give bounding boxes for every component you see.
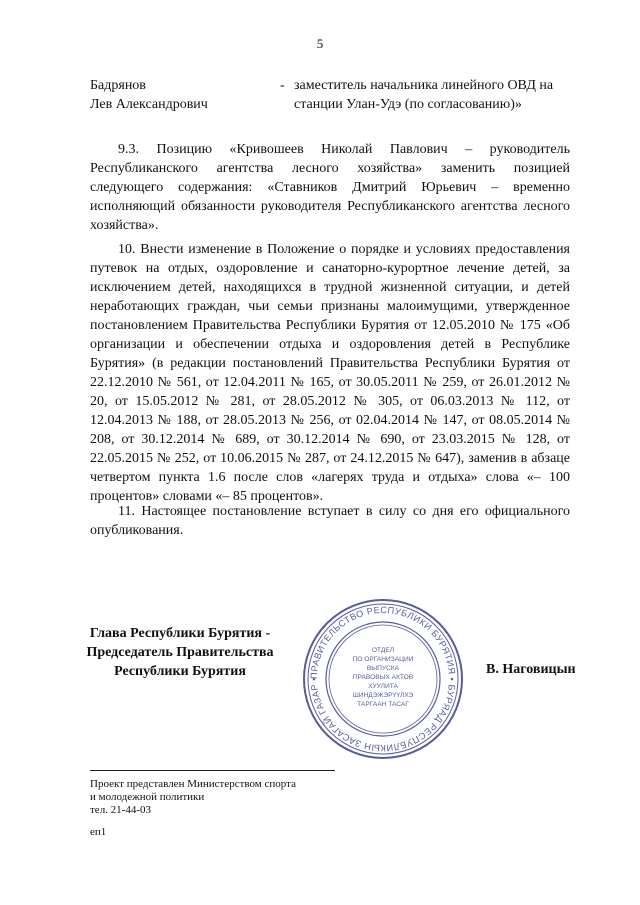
signatory-title-line1: Глава Республики Бурятия - bbox=[89, 626, 271, 641]
signatory-title-line3: Республики Бурятия bbox=[114, 664, 246, 679]
signatory-title bbox=[80, 624, 280, 681]
member-role-line1: заместитель начальника линейного ОВД на bbox=[294, 78, 554, 93]
signatory-title-line2: Председатель Правительства bbox=[86, 645, 274, 660]
footnote-divider bbox=[90, 770, 335, 771]
signatory-name: В. Наговицын bbox=[486, 662, 576, 677]
member-role-line2: станции Улан-Удэ (по согласованию)» bbox=[294, 97, 522, 112]
footnote-line1: Проект представлен Министерством спорта bbox=[90, 778, 296, 790]
paragraph-11: 11. Настоящее постановление вступает в силу со дня его официального опубликования. bbox=[90, 504, 570, 538]
member-name bbox=[90, 76, 280, 114]
stamp-center-line: ПРАВОВЫХ АКТОВ bbox=[352, 674, 414, 681]
stamp-center-text bbox=[353, 647, 414, 708]
stamp-center-line: ХУУЛИТА bbox=[368, 683, 398, 690]
member-surname: Бадрянов bbox=[90, 78, 146, 93]
member-given-names: Лев Александрович bbox=[90, 97, 208, 112]
member-dash: - bbox=[280, 78, 285, 93]
stamp-center-line: ТАРГААН ТАСАГ bbox=[357, 701, 409, 708]
stamp-center-line: ПО ОРГАНИЗАЦИИ bbox=[352, 656, 414, 663]
page-number: 5 bbox=[316, 36, 324, 51]
paragraph-10: 10. Внести изменение в Положение о порядке и условиях предоставления путевок на отдых, оздоровление и санаторно-курортное лечение детей, за исключением детей, находящихся в трудной жизненной ситуации, и детей неработающих граждан, чьи семьи признаны малоимущими, утвержденное постановлением Правительства Республики Бурятия от 12.05.2010 № 175 «Об организации и обеспечении отдыха и оздоровления детей в Республике Бурятия» (в редакции постановлений Правительства Республики Бурятия от 22.12.2010 № 561, от 12.04.2011 № 165, от 30.05.2011 № 259, от 26.01.2012 № 20, от 15.05.2012 № 281, от 28.05.2012 № 305, от 06.03.2013 № 112, от 12.04.2013 № 188, от 28.05.2013 № 256, от 02.04.2014 № 147, от 08.05.2014 № 208, от 30.12.2014 № 689, от 30.12.2014 № 690, от 23.03.2015 № 128, от 22.05.2015 № 252, от 10.06.2015 № 287, от 24.12.2015 № 647), заменив в абзаце четвертом пункта 1.6 после слов «лагерях труда и отдыха» слова «– 100 процентов» словами «– 85 процентов». bbox=[90, 242, 570, 504]
stamp-center-line: ВЫПУСКА bbox=[366, 665, 400, 672]
footnote bbox=[90, 778, 296, 817]
footnote-line2: и молодежной политики bbox=[90, 791, 205, 803]
stamp-center-line: ШИНДЭЖЭРҮҮЛХЭ bbox=[352, 692, 414, 699]
document-code: еп1 bbox=[90, 826, 107, 838]
paragraph-9-3: 9.3. Позицию «Кривошеев Николай Павлович – руководитель Республиканского агентства лесного хозяйства» заменить позицией следующего содержания: «Ставников Дмитрий Юрьевич – временно исполняющий обязанности руководителя Республиканского агентства лесного хозяйства». bbox=[90, 142, 570, 233]
stamp-center-line: ОТДЕЛ bbox=[371, 647, 395, 654]
member-role bbox=[294, 76, 594, 114]
stamp-ring-text: ПРАВИТЕЛЬСТВО РЕСПУБЛИКИ БУРЯТИЯ • БУРЯАД РЕСПУБЛИКЫН ЗАСАГАЙ ГАЗАР • bbox=[308, 604, 458, 754]
official-stamp bbox=[300, 596, 466, 762]
footnote-phone: тел. 21-44-03 bbox=[90, 804, 152, 816]
